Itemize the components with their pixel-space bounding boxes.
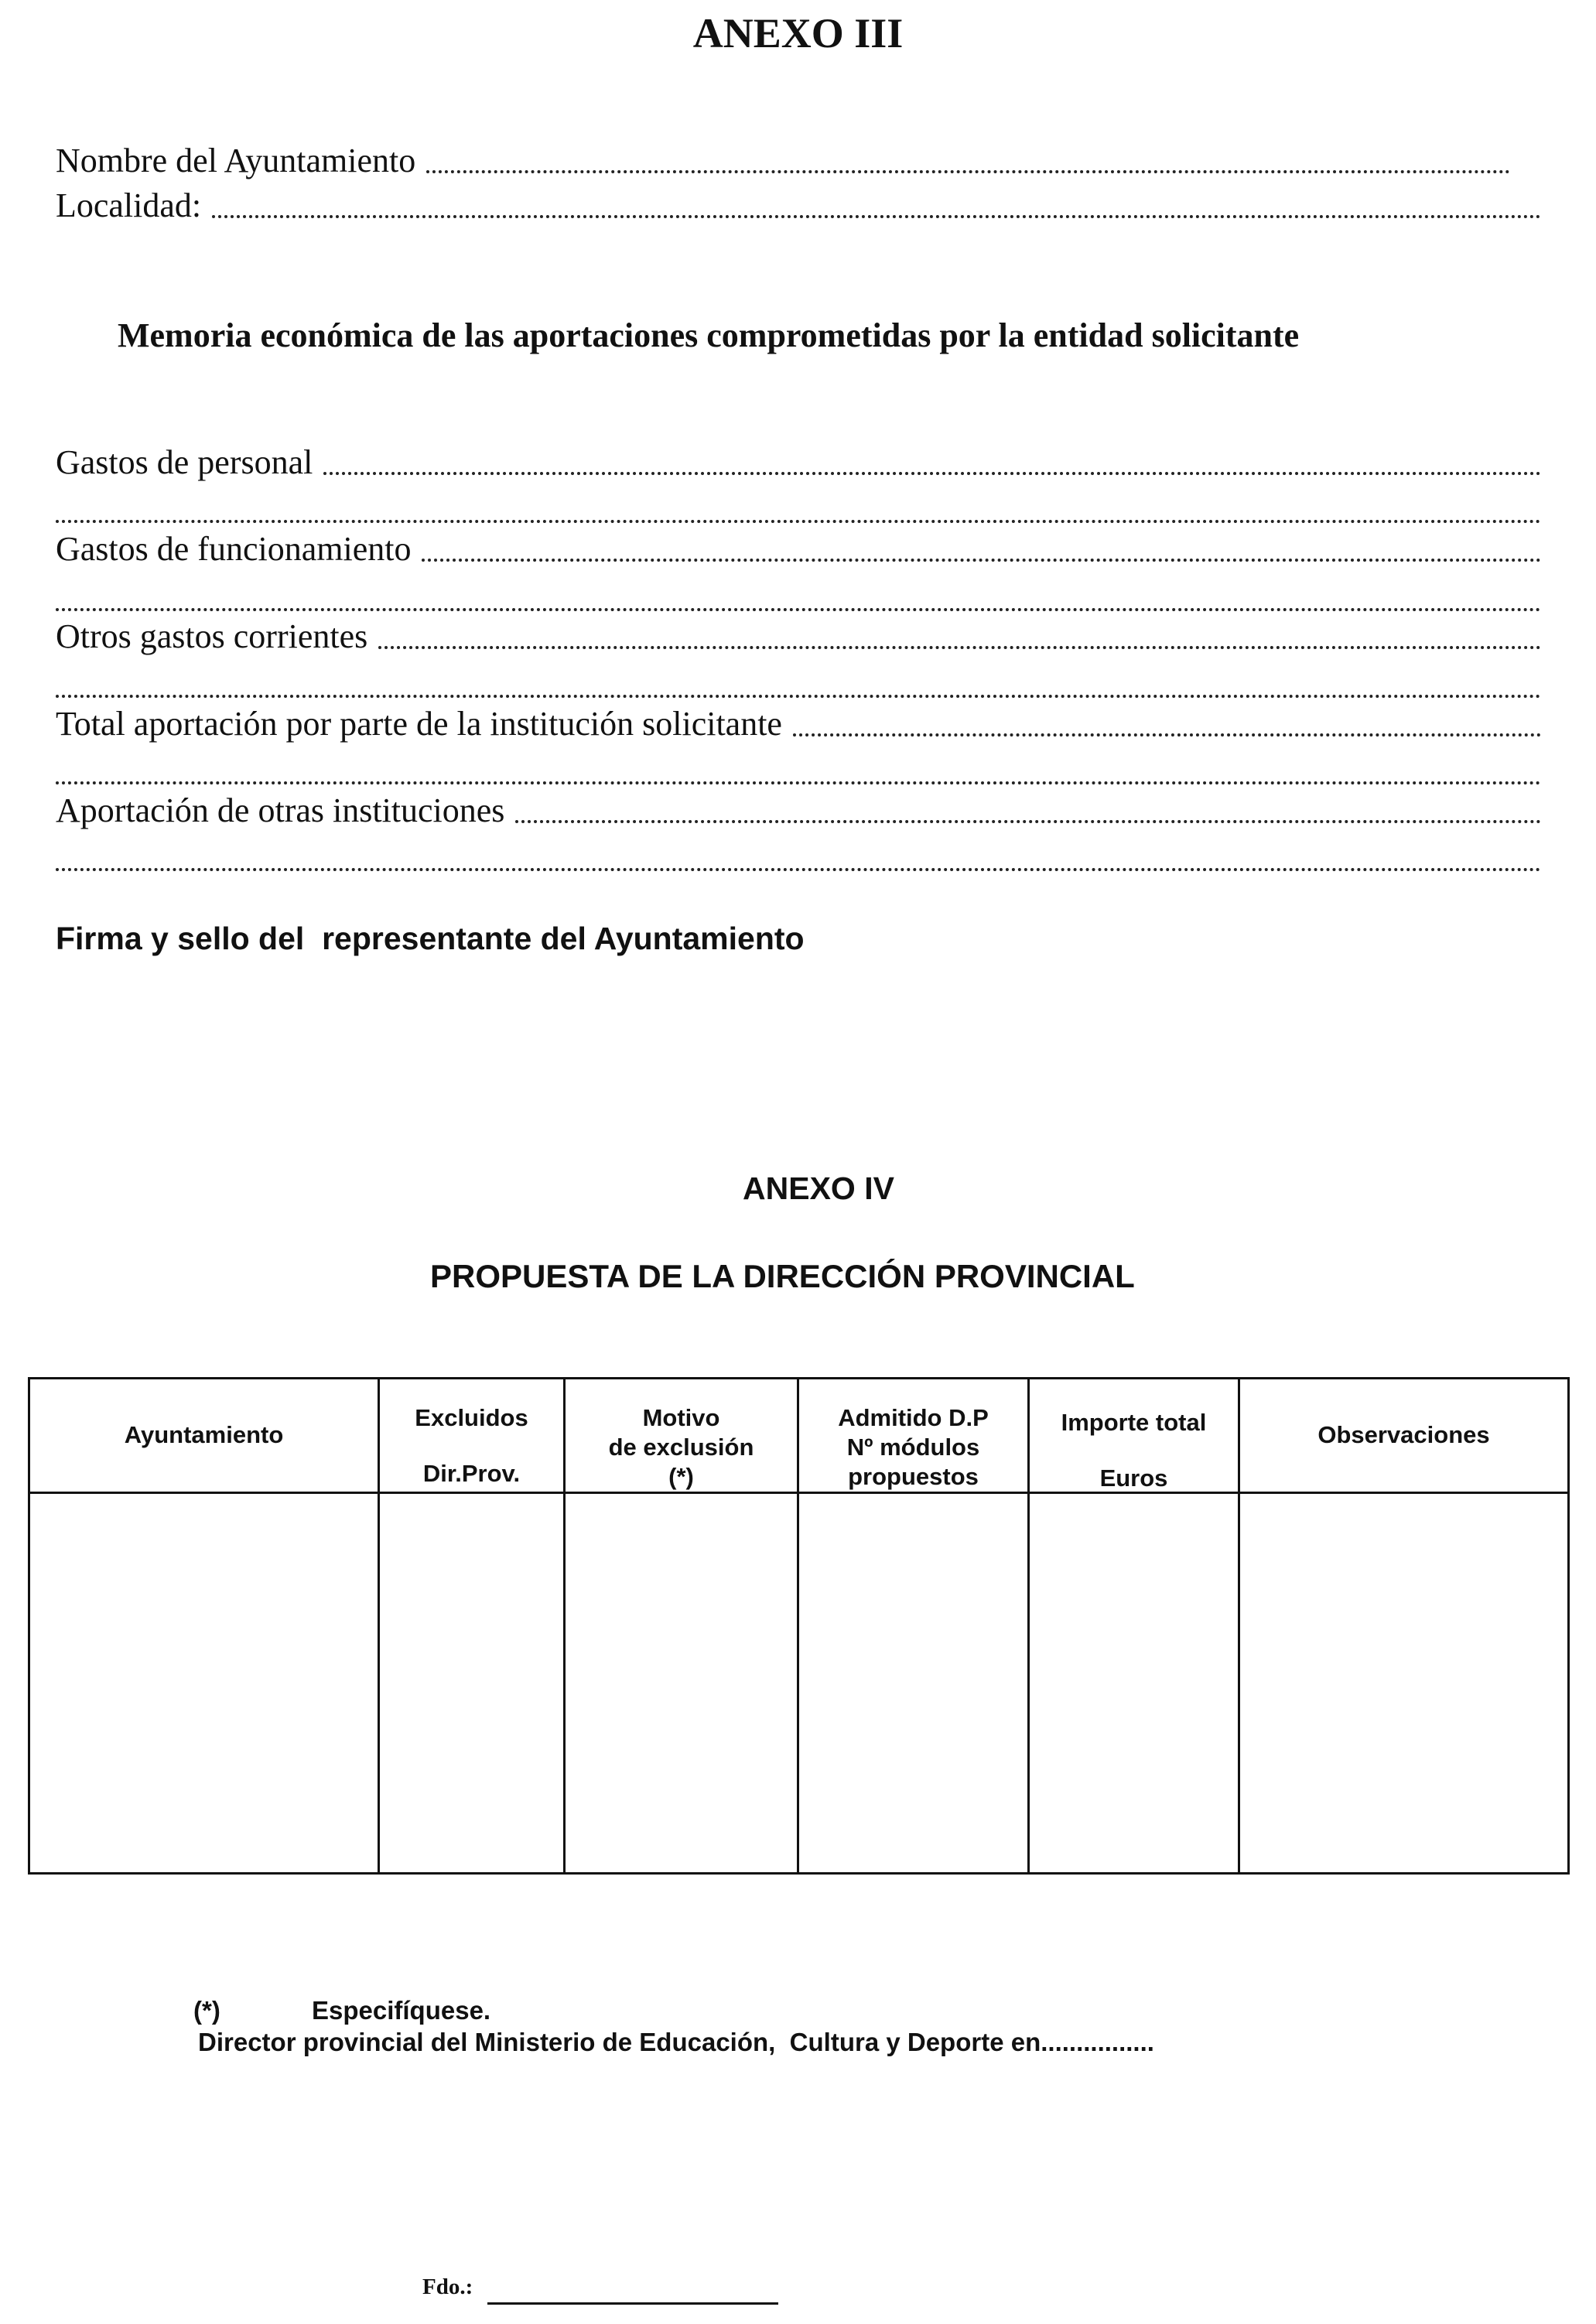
item-aportacion-otras <box>56 791 1541 830</box>
item-label: Gastos de personal <box>56 443 313 481</box>
footnote-mark: (*) <box>193 1996 220 2025</box>
director-line: Director provincial del Ministerio de Educación, Cultura y Deporte en................ <box>198 2028 1154 2056</box>
fdo-label: Fdo.: <box>422 2274 473 2299</box>
dotted-blank <box>515 820 1541 823</box>
propuesta-table <box>28 1377 1570 1875</box>
signature-line[interactable] <box>487 2302 778 2305</box>
item-label: Aportación de otras instituciones <box>56 791 505 829</box>
item-label: Otros gastos corrientes <box>56 617 368 655</box>
cell-observaciones[interactable] <box>1239 1493 1569 1874</box>
cell-admitido[interactable] <box>798 1493 1029 1874</box>
header-admitido-line1: Admitido D.P <box>838 1403 989 1431</box>
cell-ayuntamiento[interactable] <box>29 1493 379 1874</box>
item-total-aportacion <box>56 704 1541 743</box>
cell-motivo[interactable] <box>565 1493 798 1874</box>
dotted-continuation-line <box>56 695 1541 698</box>
field-localidad <box>56 186 1541 225</box>
cell-importe[interactable] <box>1029 1493 1239 1874</box>
anexo-iii-title: ANEXO III <box>692 10 904 56</box>
header-importe-top: Importe total <box>1061 1408 1207 1436</box>
header-motivo <box>565 1379 798 1493</box>
header-admitido-line2: Nº módulos <box>846 1433 980 1461</box>
dotted-blank <box>793 733 1541 737</box>
anexo-iv-title: ANEXO IV <box>743 1171 894 1206</box>
table-header-row <box>29 1379 1569 1493</box>
header-motivo-line3: (*) <box>668 1462 694 1490</box>
dotted-blank <box>212 215 1541 218</box>
memoria-title: Memoria económica de las aportaciones comprometidas por la entidad solicitante <box>118 316 1300 354</box>
footnote-text: Especifíquese. <box>312 1996 491 2025</box>
header-motivo-line2: de exclusión <box>608 1433 754 1461</box>
firma-sello-label: Firma y sello del representante del Ayuntamiento <box>56 921 805 956</box>
dotted-blank <box>323 472 1541 475</box>
anexo-iv-subtitle: PROPUESTA DE LA DIRECCIÓN PROVINCIAL <box>430 1258 1135 1294</box>
cell-excluidos[interactable] <box>379 1493 565 1874</box>
header-excluidos-top: Excluidos <box>415 1403 528 1431</box>
dotted-blank <box>378 646 1541 649</box>
dotted-blank <box>422 559 1541 562</box>
header-admitido <box>798 1379 1029 1493</box>
header-importe <box>1029 1379 1239 1493</box>
dotted-blank <box>426 170 1510 173</box>
item-gastos-personal <box>56 443 1541 482</box>
header-observaciones: Observaciones <box>1239 1379 1569 1493</box>
header-excluidos <box>379 1379 565 1493</box>
dotted-continuation-line <box>56 781 1541 784</box>
field-label: Nombre del Ayuntamiento <box>56 142 416 179</box>
dotted-continuation-line <box>56 868 1541 871</box>
header-importe-bottom: Euros <box>1099 1464 1168 1492</box>
header-excluidos-bottom: Dir.Prov. <box>422 1459 521 1487</box>
field-label: Localidad: <box>56 186 202 224</box>
table-row <box>29 1493 1569 1874</box>
dotted-continuation-line <box>56 520 1541 523</box>
field-nombre-ayuntamiento <box>56 141 1510 180</box>
dotted-continuation-line <box>56 608 1541 611</box>
header-ayuntamiento: Ayuntamiento <box>29 1379 379 1493</box>
item-label: Total aportación por parte de la institución solicitante <box>56 705 782 743</box>
item-gastos-funcionamiento <box>56 529 1541 569</box>
item-label: Gastos de funcionamiento <box>56 530 412 568</box>
header-admitido-line3: propuestos <box>848 1462 979 1490</box>
header-motivo-line1: Motivo <box>642 1403 720 1431</box>
item-otros-gastos <box>56 617 1541 656</box>
